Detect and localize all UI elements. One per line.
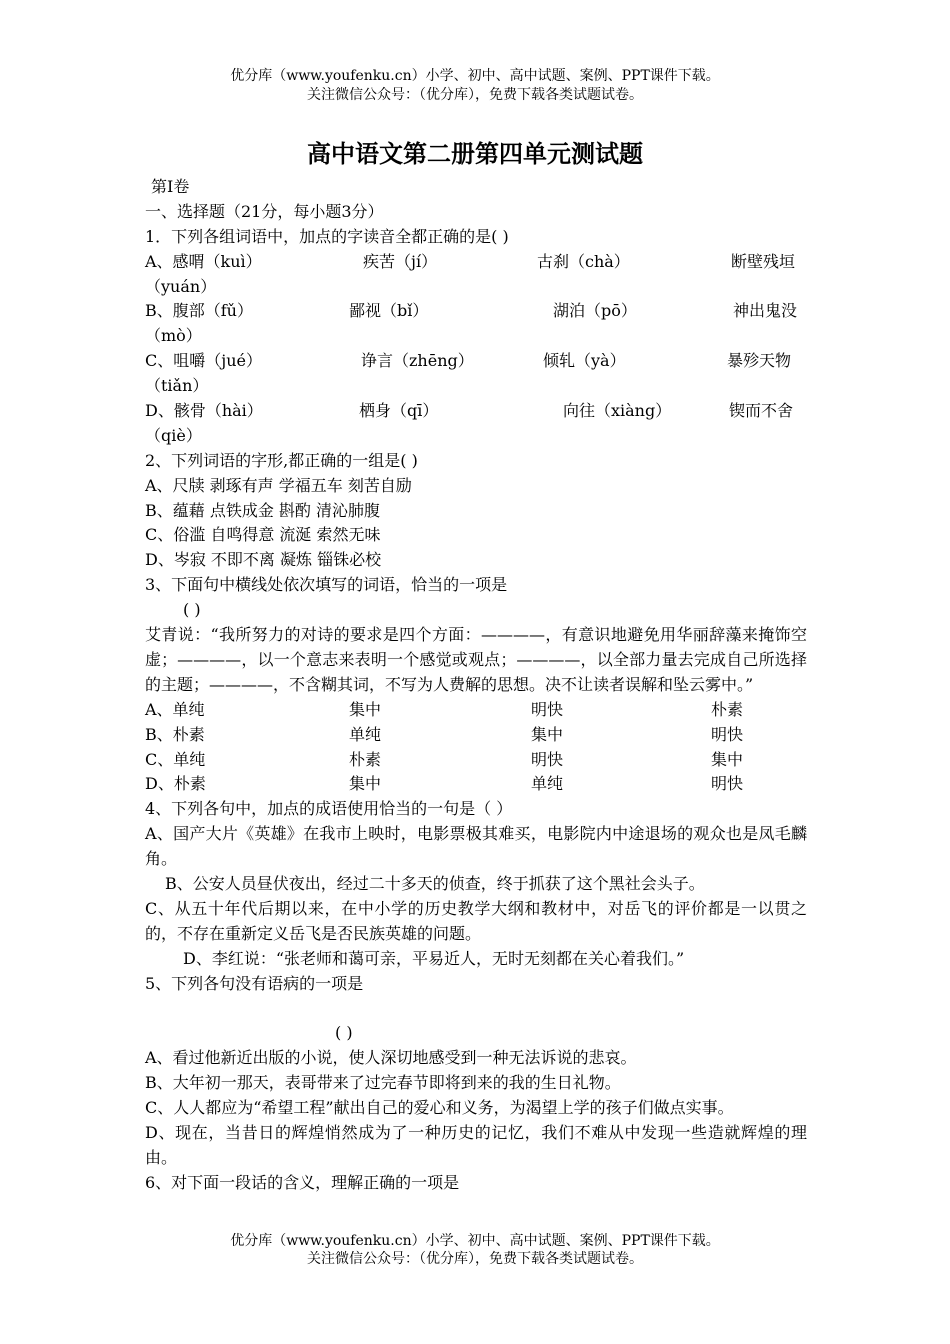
q2-option-b: B、蕴藉 点铁成金 斟酌 清沁肺腹 xyxy=(145,500,381,520)
q1-a-1: A、感喟（kuì） xyxy=(145,251,262,271)
q1-d-4: 锲而不舍 xyxy=(729,401,794,421)
q3-answer-bracket: ( ) xyxy=(183,600,201,620)
q3-c-4: 集中 xyxy=(711,749,744,769)
q3-option-a xyxy=(145,698,807,723)
q3-d-4: 明快 xyxy=(711,774,744,794)
page-footer-line-2: 关注微信公众号：（优分库），免费下载各类试题试卷。 xyxy=(307,1251,643,1267)
q2-option-a: A、尺牍 剥琢有声 学福五车 刻苦自励 xyxy=(145,475,412,495)
q1-b-1: B、腹部（fǔ） xyxy=(145,301,253,321)
q1-option-b-cont: （mò） xyxy=(145,326,202,346)
q1-a-2: 疾苦（jí） xyxy=(363,251,438,271)
q3-option-d xyxy=(145,772,807,797)
q3-option-c xyxy=(145,748,807,773)
q1-a-3: 古刹（chà） xyxy=(537,251,630,271)
q3-b-1: B、朴素 xyxy=(145,724,205,744)
q6-stem: 6、对下面一段话的含义，理解正确的一项是 xyxy=(145,1172,460,1192)
q1-c-3: 倾轧（yà） xyxy=(543,351,626,371)
q3-d-3: 单纯 xyxy=(531,774,564,794)
q3-passage: 艾青说：“我所努力的对诗的要求是四个方面：————，有意识地避免用华丽辞藻来掩饰空虚；————，以一个意志来表明一个感觉或观点；————，以全部力量去完成自己所选择的主题；————，不含糊其词，不写为人费解的思想。决不让读者误解和坠云雾中。” xyxy=(145,625,807,694)
q1-c-4: 暴殄天物 xyxy=(727,351,792,371)
q1-option-b xyxy=(145,299,807,324)
q3-c-3: 明快 xyxy=(531,749,564,769)
q3-stem: 3、下面句中横线处依次填写的词语，恰当的一项是 xyxy=(145,575,508,595)
q1-a-4: 断壁残垣 xyxy=(731,251,796,271)
section-label: 第Ⅰ卷 xyxy=(151,177,190,196)
q1-stem: 1．下列各组词语中，加点的字读音全都正确的是( ) xyxy=(145,226,509,246)
q1-option-d-cont: （qiè） xyxy=(145,425,202,445)
blank-line xyxy=(145,997,807,1022)
q1-option-d xyxy=(145,399,807,424)
q3-option-b xyxy=(145,723,807,748)
q3-d-2: 集中 xyxy=(349,774,382,794)
q3-c-1: C、单纯 xyxy=(145,749,206,769)
q5-answer-bracket: ( ) xyxy=(335,1023,353,1043)
q3-c-2: 朴素 xyxy=(349,749,382,769)
page-header-line-1: 优分库（www.youfenku.cn）小学、初中、高中试题、案例、PPT课件下载。 xyxy=(230,68,720,84)
q3-a-3: 明快 xyxy=(531,699,564,719)
page-footer-line-1: 优分库（www.youfenku.cn）小学、初中、高中试题、案例、PPT课件下载。 xyxy=(230,1233,720,1249)
q3-a-1: A、单纯 xyxy=(145,699,205,719)
q4-option-b: B、公安人员昼伏夜出，经过二十多天的侦查，终于抓获了这个黑社会头子。 xyxy=(165,874,705,894)
q5-stem: 5、下列各句没有语病的一项是 xyxy=(145,973,364,993)
q1-d-2: 栖身（qī） xyxy=(359,401,439,421)
q1-b-4: 神出鬼没 xyxy=(733,301,798,321)
q1-b-2: 鄙视（bǐ） xyxy=(349,301,429,321)
q1-option-a xyxy=(145,250,807,275)
q1-option-a-cont: （yuán） xyxy=(145,276,217,296)
q5-option-b: B、大年初一那天，表哥带来了过完春节即将到来的我的生日礼物。 xyxy=(145,1073,621,1093)
page-header-line-2: 关注微信公众号：（优分库），免费下载各类试题试卷。 xyxy=(307,87,643,103)
q1-d-1: D、骸骨（hài） xyxy=(145,401,263,421)
q3-b-3: 集中 xyxy=(531,724,564,744)
q1-b-3: 湖泊（pō） xyxy=(553,301,637,321)
q3-d-1: D、朴素 xyxy=(145,774,206,794)
q4-option-c: C、从五十年代后期以来，在中小学的历史教学大纲和教材中，对岳飞的评价都是一以贯之的，不存在重新定义岳飞是否民族英雄的问题。 xyxy=(145,898,807,943)
q5-option-a: A、看过他新近出版的小说，使人深切地感受到一种无法诉说的悲哀。 xyxy=(145,1048,637,1068)
q5-option-c: C、人人都应为“希望工程”献出自己的爱心和义务，为渴望上学的孩子们做点实事。 xyxy=(145,1098,734,1118)
q1-option-c-cont: （tiǎn） xyxy=(145,376,209,396)
q4-option-d: D、李红说：“张老师和蔼可亲，平易近人，无时无刻都在关心着我们。” xyxy=(183,948,685,968)
document-title: 高中语文第二册第四单元测试题 xyxy=(307,139,643,168)
q4-stem: 4、下列各句中，加点的成语使用恰当的一句是（ ） xyxy=(145,799,513,819)
part-heading: 一、选择题（21分，每小题3分） xyxy=(145,201,384,221)
exam-body xyxy=(145,175,807,1196)
q1-c-2: 诤言（zhēng） xyxy=(361,351,474,371)
q1-c-1: C、咀嚼（jué） xyxy=(145,351,262,371)
q1-option-c xyxy=(145,349,807,374)
q3-a-4: 朴素 xyxy=(711,699,744,719)
q1-d-3: 向往（xiàng） xyxy=(563,401,672,421)
q2-stem: 2、下列词语的字形,都正确的一组是( ) xyxy=(145,450,418,470)
q3-b-4: 明快 xyxy=(711,724,744,744)
q5-option-d: D、现在，当昔日的辉煌悄然成为了一种历史的记忆，我们不难从中发现一些造就辉煌的理由。 xyxy=(145,1122,807,1167)
q2-option-d: D、岑寂 不即不离 凝炼 锱铢必校 xyxy=(145,550,382,570)
q4-option-a: A、国产大片《英雄》在我市上映时，电影票极其难买，电影院内中途退场的观众也是凤毛麟角。 xyxy=(145,824,807,869)
q2-option-c: C、俗滥 自鸣得意 流涎 索然无味 xyxy=(145,525,381,545)
q3-b-2: 单纯 xyxy=(349,724,382,744)
q3-a-2: 集中 xyxy=(349,699,382,719)
